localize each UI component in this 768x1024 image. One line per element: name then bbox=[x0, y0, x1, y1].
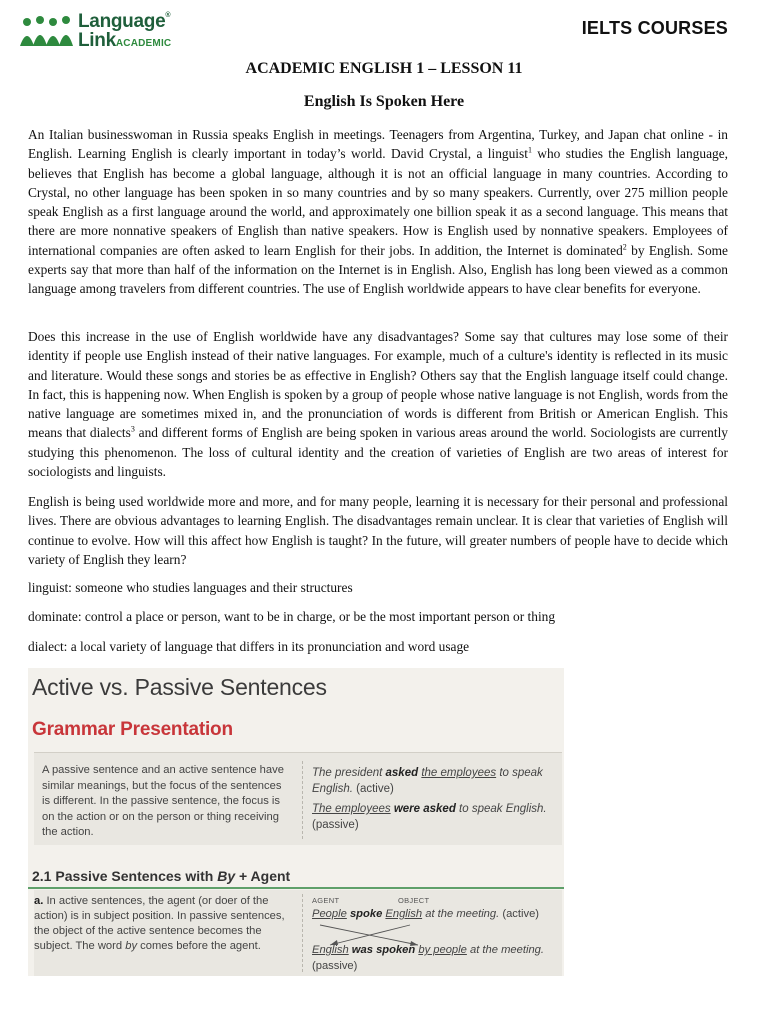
paragraph-1-text-a: An Italian businesswoman in Russia speaks English in meetings. Teenagers from Argentina, Turkey, and Japan chat online - in English. Learning English is clearly important in today’s world. David Crystal, a linguist bbox=[28, 127, 728, 162]
article-title: English Is Spoken Here bbox=[303, 93, 465, 110]
definition-dominate: dominate: control a place or person, want to be in charge, or be the most important person or thing bbox=[28, 609, 556, 624]
logo-word-link: Link bbox=[78, 30, 116, 51]
agent-object-examples bbox=[306, 890, 562, 976]
passive-example: The employees were asked to speak English. (passive) bbox=[312, 803, 547, 831]
definition-linguist: linguist: someone who studies languages and their structures bbox=[28, 580, 353, 595]
dashed-divider bbox=[302, 761, 304, 839]
active-example: The president asked the employees to speak English. (active) bbox=[312, 767, 543, 795]
footnote-1-marker: 1 bbox=[527, 145, 532, 155]
footnote-3-marker: 3 bbox=[130, 425, 135, 435]
section-2-1-box bbox=[34, 890, 562, 976]
logo-word-language: Language bbox=[78, 11, 166, 32]
grammar-presentation-box bbox=[34, 752, 562, 845]
logo-word-academic: ACADEMIC bbox=[115, 38, 172, 49]
lesson-title: ACADEMIC ENGLISH 1 – LESSON 11 bbox=[245, 60, 523, 77]
section-2-1-title: 2.1 Passive Sentences with By + Agent bbox=[32, 868, 291, 884]
grammar-presentation-subheading: Grammar Presentation bbox=[32, 719, 233, 740]
paragraph-1-text-c: by English. Some experts say that more than half of the information on the Internet is in English. Also, English has long been viewed as a common language among travelers from different countries. The use of English worldwide appears to have clear benefits for everyone. bbox=[28, 242, 728, 297]
active-agent-example: People spoke English at the meeting. (active) bbox=[312, 908, 540, 920]
grammar-heading: Active vs. Passive Sentences bbox=[32, 674, 327, 700]
grammar-intro-text: A passive sentence and an active sentence have similar meanings, but the focus of the sentences is different. In the passive sentence, the focus is on the action or on the person or thing receiving the action. bbox=[42, 764, 284, 838]
language-link-logo bbox=[18, 12, 171, 50]
agent-label: AGENT bbox=[312, 896, 340, 905]
ielts-courses-label: IELTS COURSES bbox=[581, 18, 728, 38]
dashed-divider bbox=[302, 894, 304, 972]
footnote-2-marker: 2 bbox=[622, 242, 627, 252]
section-rule bbox=[28, 887, 564, 889]
paragraph-1 bbox=[28, 125, 728, 299]
object-label: OBJECT bbox=[398, 896, 430, 905]
page-header bbox=[0, 0, 768, 60]
passive-agent-example: English was spoken by people at the meeting. bbox=[312, 944, 544, 956]
grammar-examples bbox=[312, 765, 552, 833]
paragraph-2 bbox=[28, 327, 728, 481]
passive-tag: (passive) bbox=[312, 960, 358, 972]
grammar-textbook-excerpt bbox=[28, 668, 564, 976]
paragraph-3: English is being used worldwide more and more, and for many people, learning it is necessary for their personal and professional lives. There are obvious advantages to learning English. The disadvantages remain unclear. It is clear that varieties of English will continue to evolve. How will this affect how English is taught? In the future, will greater numbers of people have to decide which variety of English they learn? bbox=[28, 494, 728, 567]
logo-people-icon bbox=[18, 12, 76, 50]
paragraph-2-text-a: Does this increase in the use of English worldwide have any disadvantages? Some say that cultures may lose some of their identity if people use English instead of their native languages. For example, much of a culture's identity is reflected in its music and literature. Would these songs and stories be as effective in English? Others say that the English language itself could change. In fact, this is happening now. When English is spoken by a group of people whose native language is not English, words from the native language are sometimes mixed in, and the pronunciation of words is different from British or American English. This means that dialects bbox=[28, 329, 728, 441]
paragraph-2-text-b: and different forms of English are being spoken in various areas around the world. Sociologists are currently studying this phenomenon. The loss of cultural identity and the creation of varieties of English are two areas of interest for sociologists and linguists. bbox=[28, 425, 729, 480]
registered-mark: ® bbox=[165, 12, 171, 19]
definition-dialect: dialect: a local variety of language that differs in its pronunciation and word usage bbox=[28, 639, 470, 654]
section-a-text: a. In active sentences, the agent (or doer of the action) is in subject position. In passive sentences, the object of the active sentence becomes the subject. The word by comes before the agent. bbox=[34, 895, 285, 952]
paragraph-1-text-b: who studies the English language, believes that English has become a global language, although it is not an official language in many countries. According to Crystal, no other language has been spoken in so many countries and by so many speakers. Currently, over 275 million people speak English as a first language around the world, and approximately one billion speak it as a second language. This means that there are more nonnative speakers of English than native speakers. How is English used by nonnative speakers. Employees of international companies are often asked to learn English for their jobs. In addition, the Internet is dominated bbox=[28, 146, 728, 258]
